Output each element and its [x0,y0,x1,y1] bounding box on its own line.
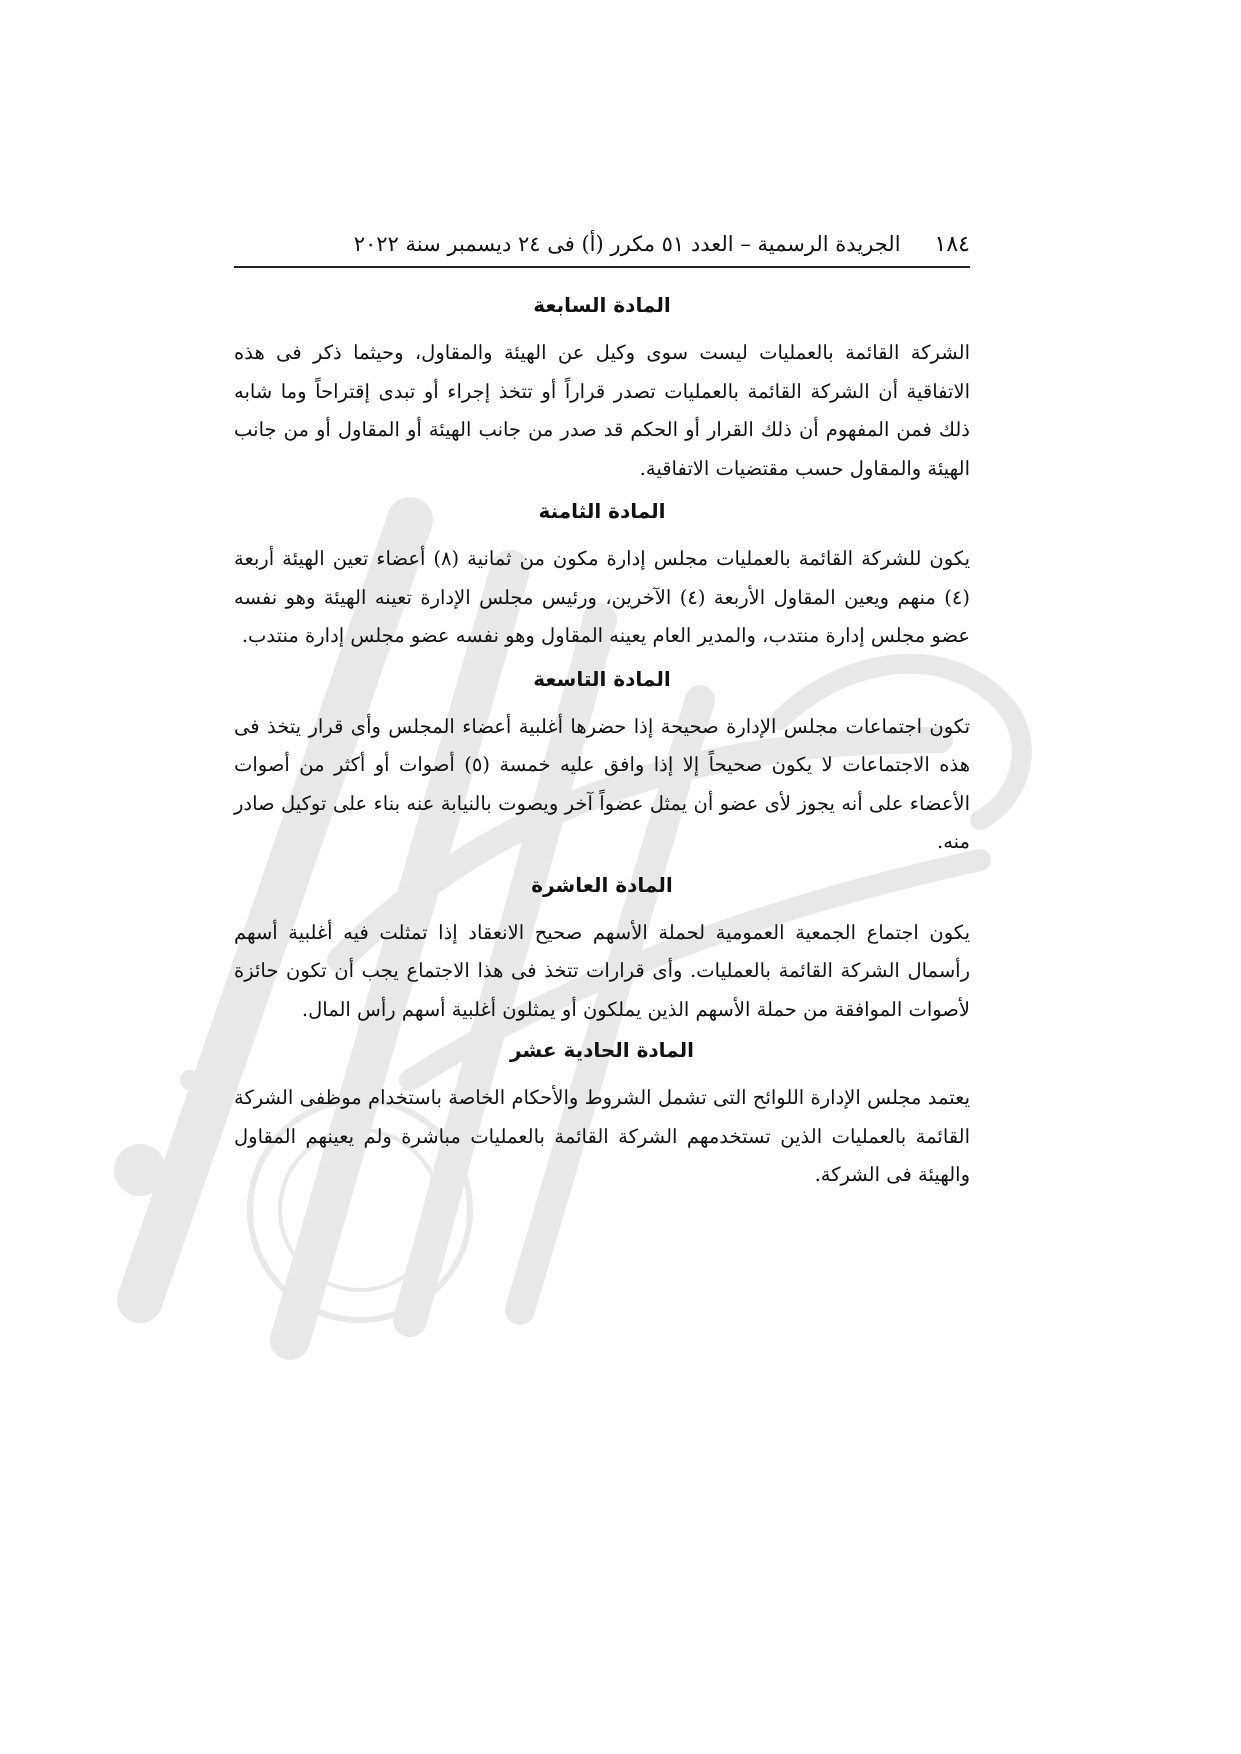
article-title: المادة الحادية عشر [510,1038,694,1062]
article-text: الشركة القائمة بالعمليات ليست سوى وكيل عن الهيئة والمقاول، وحيثما ذكر فى هذه الاتفاقية أن الشركة القائمة بالعمليات تصدر قراراً أو تتخذ إجراء أو تبدى إقتراحاً وما شابه ذلك فمن المفهوم أن ذلك القرار أو الحكم قد صدر من جانب الهيئة أو المقاول أو من جانب الهيئة والمقاول حسب مقتضيات الاتفاقية. [234,341,970,480]
article-title: المادة السابعة [533,293,671,317]
article-7 [234,290,970,488]
article-text: تكون اجتماعات مجلس الإدارة صحيحة إذا حضرها أغلبية أعضاء المجلس وأى قرار يتخذ فى هذه الاجتماعات لا يكون صحيحاً إلا إذا وافق عليه خمسة (٥) أصوات أو أكثر من أصوات الأعضاء على أنه يجوز لأى عضو أن يمثل عضواً آخر ويصوت بالنيابة عنه بناء على توكيل صادر منه. [234,714,971,853]
article-text: يكون للشركة القائمة بالعمليات مجلس إدارة مكون من ثمانية (٨) أعضاء تعين الهيئة أربعة (٤) منهم ويعين المقاول الأربعة (٤) الآخرين، ورئيس مجلس الإدارة تعينه الهيئة وهو نفسه عضو مجلس إدارة منتدب، والمدير العام يعينه المقاول وهو نفسه عضو مجلس إدارة منتدب. [234,547,971,647]
header-rule [234,266,970,268]
gazette-page [234,226,970,1195]
article-title: المادة الثامنة [538,499,666,523]
article-10 [234,870,970,1030]
gazette-title: الجريدة الرسمية – العدد ٥١ مكرر (أ) فى ٢٤ ديسمبر سنة ٢٠٢٢ [353,232,901,256]
article-text: يعتمد مجلس الإدارة اللوائح التى تشمل الشروط والأحكام الخاصة باستخدام موظفى الشركة القائمة بالعمليات الذين تستخدمهم الشركة القائمة بالعمليات مباشرة ولم يعينهم المقاول والهيئة فى الشركة. [234,1086,970,1186]
article-9 [234,664,970,862]
article-8 [234,496,970,656]
article-text: يكون اجتماع الجمعية العمومية لحملة الأسهم صحيح الانعقاد إذا تمثلت فيه أغلبية أسهم رأسمال الشركة القائمة بالعمليات. وأى قرارات تتخذ فى هذا الاجتماع يجب أن تكون حائزة لأصوات الموافقة من حملة الأسهم الذين يملكون أو يمثلون أغلبية أسهم رأس المال. [234,920,970,1021]
article-title: المادة التاسعة [533,666,671,691]
running-header [234,226,970,262]
page-number: ١٨٤ [934,232,970,257]
article-title: المادة العاشرة [531,872,673,897]
article-11 [234,1035,970,1195]
